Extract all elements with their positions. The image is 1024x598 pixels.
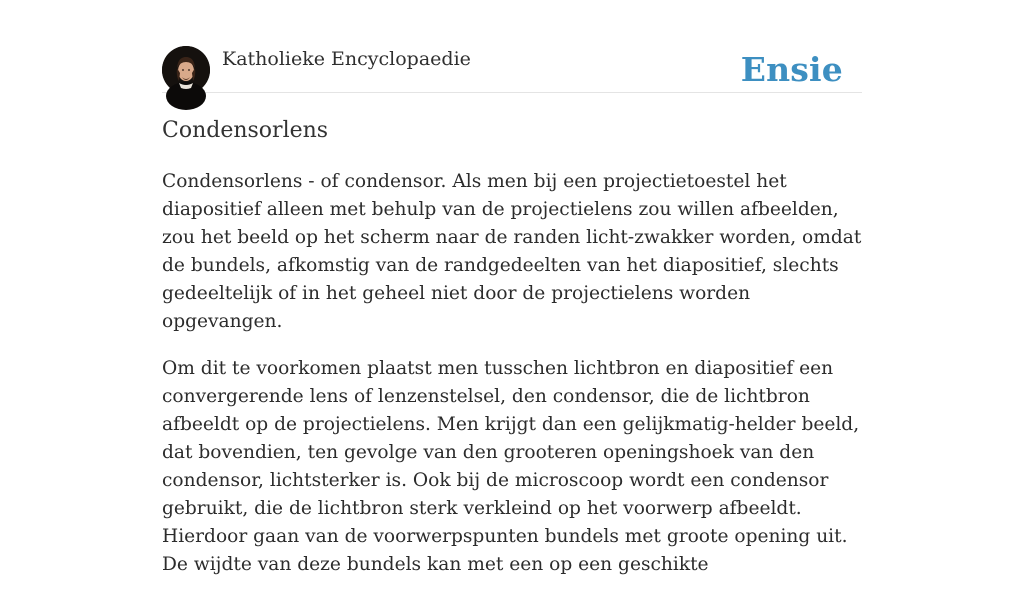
page-title: Condensorlens <box>162 118 329 143</box>
article-paragraph: Condensorlens - of condensor. Als men bij een projectietoestel het diapositief alleen met behulp van de projectielens zou willen afbeelden, zou het beeld op het scherm naar de randen licht-zwakker worden, omdat de bundels, afkomstig van de randgedeelten van het diapositief, slechts gedeeltelijk of in het geheel niet door de projectielens worden opgevangen. <box>162 171 862 332</box>
portrait-icon <box>162 46 210 94</box>
source-avatar[interactable] <box>162 46 210 94</box>
site-header <box>162 46 862 93</box>
article-paragraph: Om dit te voorkomen plaatst men tusschen lichtbron en diapositief een convergerende lens of lenzenstelsel, den condensor, die de lichtbron afbeeldt op de projectielens. Men krijgt dan een gelijkmatig-helder beeld, dat bovendien, ten gevolge van den grooteren openingshoek van den condensor, lichtsterker is. Ook bij de microscoop wordt een condensor gebruikt, die de lichtbron sterk verkleind op het voorwerp afbeeldt. Hierdoor gaan van de voorwerpspunten bundels met groote opening uit. De wijdte van deze bundels kan met een op een geschikte <box>162 358 860 575</box>
article-body <box>162 168 862 598</box>
source-title-link[interactable]: Katholieke Encyclopaedie <box>222 48 471 70</box>
ensie-logo[interactable]: Ensie <box>740 50 843 89</box>
